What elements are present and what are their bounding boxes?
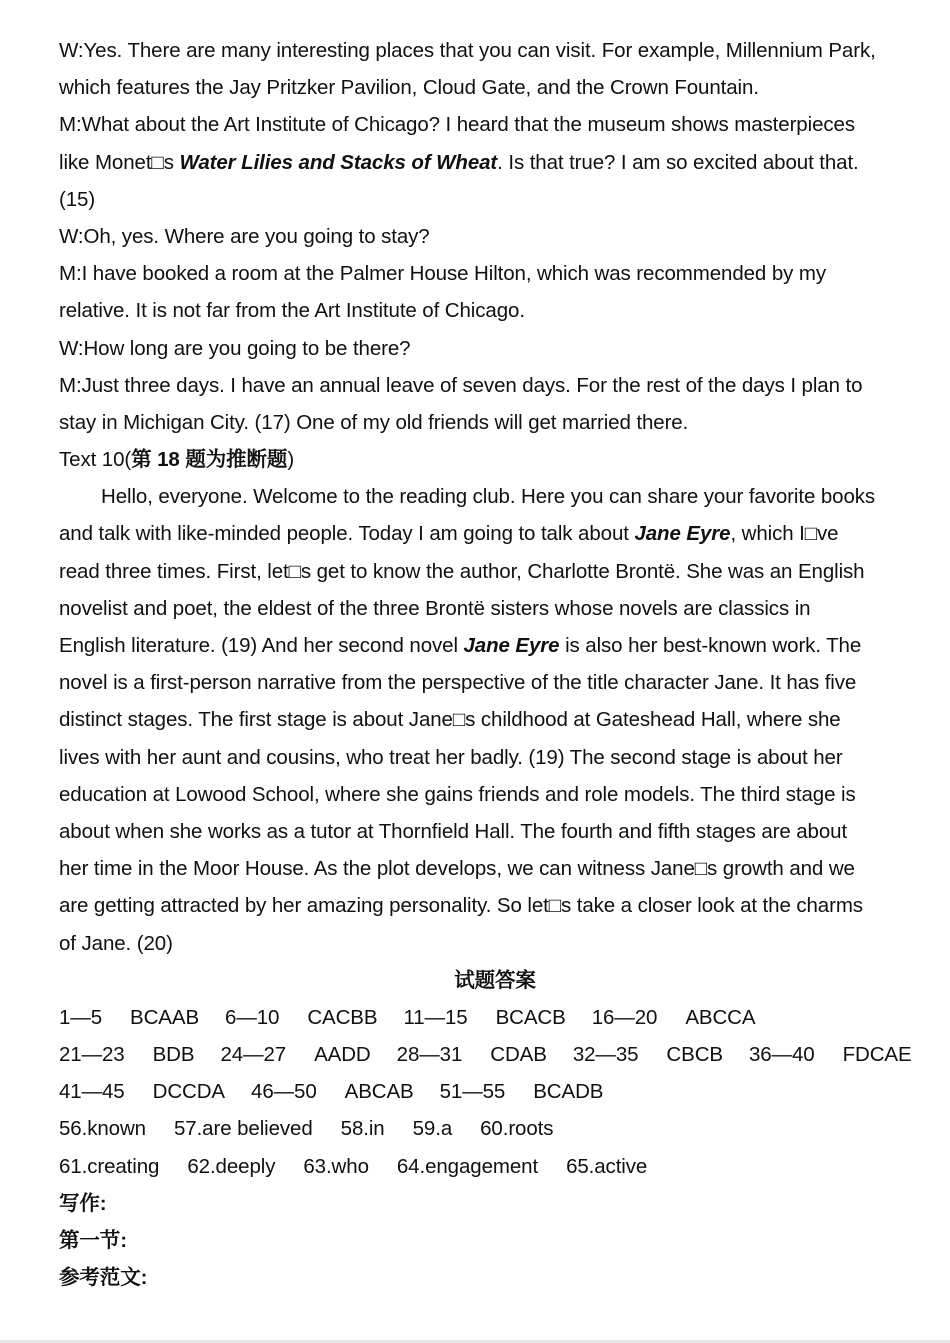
passage-line: education at Lowood School, where she gains friends and role models. The third stage is xyxy=(59,782,856,806)
answer-range: 41—45 xyxy=(59,1080,125,1104)
answer-key: BDB xyxy=(152,1043,195,1067)
section-heading: 第一节: xyxy=(59,1229,127,1252)
book-title: Jane Eyre xyxy=(634,522,731,546)
answer-range: 32—35 xyxy=(572,1043,639,1067)
answer-word: 62.deeply xyxy=(187,1154,276,1178)
text-fragment: ) xyxy=(287,448,295,472)
answer-key: DCCDA xyxy=(152,1080,226,1104)
passage-line xyxy=(59,515,931,552)
writing-heading: 写作: xyxy=(59,1191,107,1215)
passage-line: novel is a first-person narrative from the perspective of the title character Jane. It has five xyxy=(59,671,857,695)
answer-row xyxy=(59,1073,931,1110)
answer-word: 65.active xyxy=(566,1154,648,1178)
answer-word: 63.who xyxy=(303,1154,369,1178)
dialogue-line-monet xyxy=(59,144,931,181)
dialogue-line: which features the Jay Pritzker Pavilion, Cloud Gate, and the Crown Fountain. xyxy=(59,76,759,100)
dialogue-line: relative. It is not far from the Art Institute of Chicago. xyxy=(59,299,525,323)
artwork-title: Water Lilies and Stacks of Wheat xyxy=(179,150,498,174)
answer-range: 6—10 xyxy=(225,1005,280,1029)
answer-key: CDAB xyxy=(490,1043,547,1067)
text-fragment: Text 10( xyxy=(59,448,132,472)
text-fragment: English literature. (19) And her second novel xyxy=(59,634,464,657)
text-fragment: and talk with like-minded people. Today I am going to talk about xyxy=(59,522,635,546)
passage-line: her time in the Moor House. As the plot develops, we can witness Jane□s growth and we xyxy=(59,857,855,881)
answer-word: 60.roots xyxy=(480,1117,554,1141)
text-fragment: 第 18 题为推断题 xyxy=(131,448,288,472)
answer-range: 46—50 xyxy=(251,1080,317,1104)
answer-key: BCACB xyxy=(495,1005,566,1029)
answer-range: 28—31 xyxy=(396,1043,463,1067)
dialogue-line: M:Just three days. I have an annual leave of seven days. For the rest of the days I plan to xyxy=(59,373,863,397)
dialogue-line: stay in Michigan City. (17) One of my old friends will get married there. xyxy=(59,410,689,434)
passage-line: are getting attracted by her amazing personality. So let□s take a closer look at the charms xyxy=(59,894,863,918)
answer-range: 51—55 xyxy=(439,1080,506,1104)
answer-row xyxy=(59,1148,931,1185)
answer-key: AADD xyxy=(314,1043,371,1067)
dialogue-line: W:Oh, yes. Where are you going to stay? xyxy=(59,224,430,248)
sample-heading: 参考范文: xyxy=(59,1266,148,1290)
answer-key: FDCAE xyxy=(842,1043,912,1067)
dialogue-line: M:What about the Art Institute of Chicago? I heard that the museum shows masterpieces xyxy=(59,113,855,137)
text10-heading xyxy=(59,441,931,478)
answer-key: CBCB xyxy=(666,1043,723,1067)
answer-row xyxy=(59,999,931,1036)
text-fragment: is also her best-known work. The xyxy=(559,634,862,657)
answer-row xyxy=(59,1036,931,1073)
answer-range: 21—23 xyxy=(59,1043,125,1067)
passage-line: Hello, everyone. Welcome to the reading club. Here you can share your favorite books xyxy=(101,485,876,509)
passage-line: novelist and poet, the eldest of the three Brontë sisters whose novels are classics in xyxy=(59,596,811,620)
answer-key: ABCCA xyxy=(685,1005,756,1029)
answer-word: 56.known xyxy=(59,1117,146,1141)
answer-word: 59.a xyxy=(412,1117,453,1141)
passage-line: about when she works as a tutor at Thornfield Hall. The fourth and fifth stages are about xyxy=(59,819,848,843)
text-fragment: like Monet□s xyxy=(59,150,180,174)
document-page xyxy=(59,32,931,1296)
passage-line: read three times. First, let□s get to know the author, Charlotte Brontë. She was an English xyxy=(59,559,865,583)
answer-row xyxy=(59,1110,931,1147)
passage-line: of Jane. (20) xyxy=(59,931,173,955)
answer-key: BCADB xyxy=(533,1080,604,1104)
answer-word: 61.creating xyxy=(59,1154,160,1178)
text-fragment: . Is that true? I am so excited about that. xyxy=(497,150,859,174)
answer-key: CACBB xyxy=(307,1005,378,1029)
dialogue-line: W:How long are you going to be there? xyxy=(59,336,411,360)
question-marker: (15) xyxy=(59,187,96,211)
answer-range: 11—15 xyxy=(403,1005,468,1029)
book-title: Jane Eyre xyxy=(463,634,560,657)
passage-line: distinct stages. The first stage is about Jane□s childhood at Gateshead Hall, where she xyxy=(59,708,841,732)
answer-range: 36—40 xyxy=(748,1043,815,1067)
answer-range: 16—20 xyxy=(591,1005,658,1029)
answer-range: 24—27 xyxy=(220,1043,287,1067)
answer-word: 64.engagement xyxy=(396,1154,539,1178)
text-fragment: , which I□ve xyxy=(730,522,839,546)
dialogue-line: W:Yes. There are many interesting places that you can visit. For example, Millennium Park, xyxy=(59,39,876,62)
answer-range: 1—5 xyxy=(59,1005,103,1029)
answer-word: 57.are believed xyxy=(173,1117,313,1141)
answer-key: BCAAB xyxy=(130,1005,200,1029)
passage-line: lives with her aunt and cousins, who treat her badly. (19) The second stage is about her xyxy=(59,745,843,769)
answer-key: ABCAB xyxy=(344,1080,414,1104)
answers-heading: 试题答案 xyxy=(454,968,536,992)
dialogue-line: M:I have booked a room at the Palmer House Hilton, which was recommended by my xyxy=(59,262,826,286)
answer-word: 58.in xyxy=(340,1117,385,1141)
passage-line xyxy=(59,627,931,664)
